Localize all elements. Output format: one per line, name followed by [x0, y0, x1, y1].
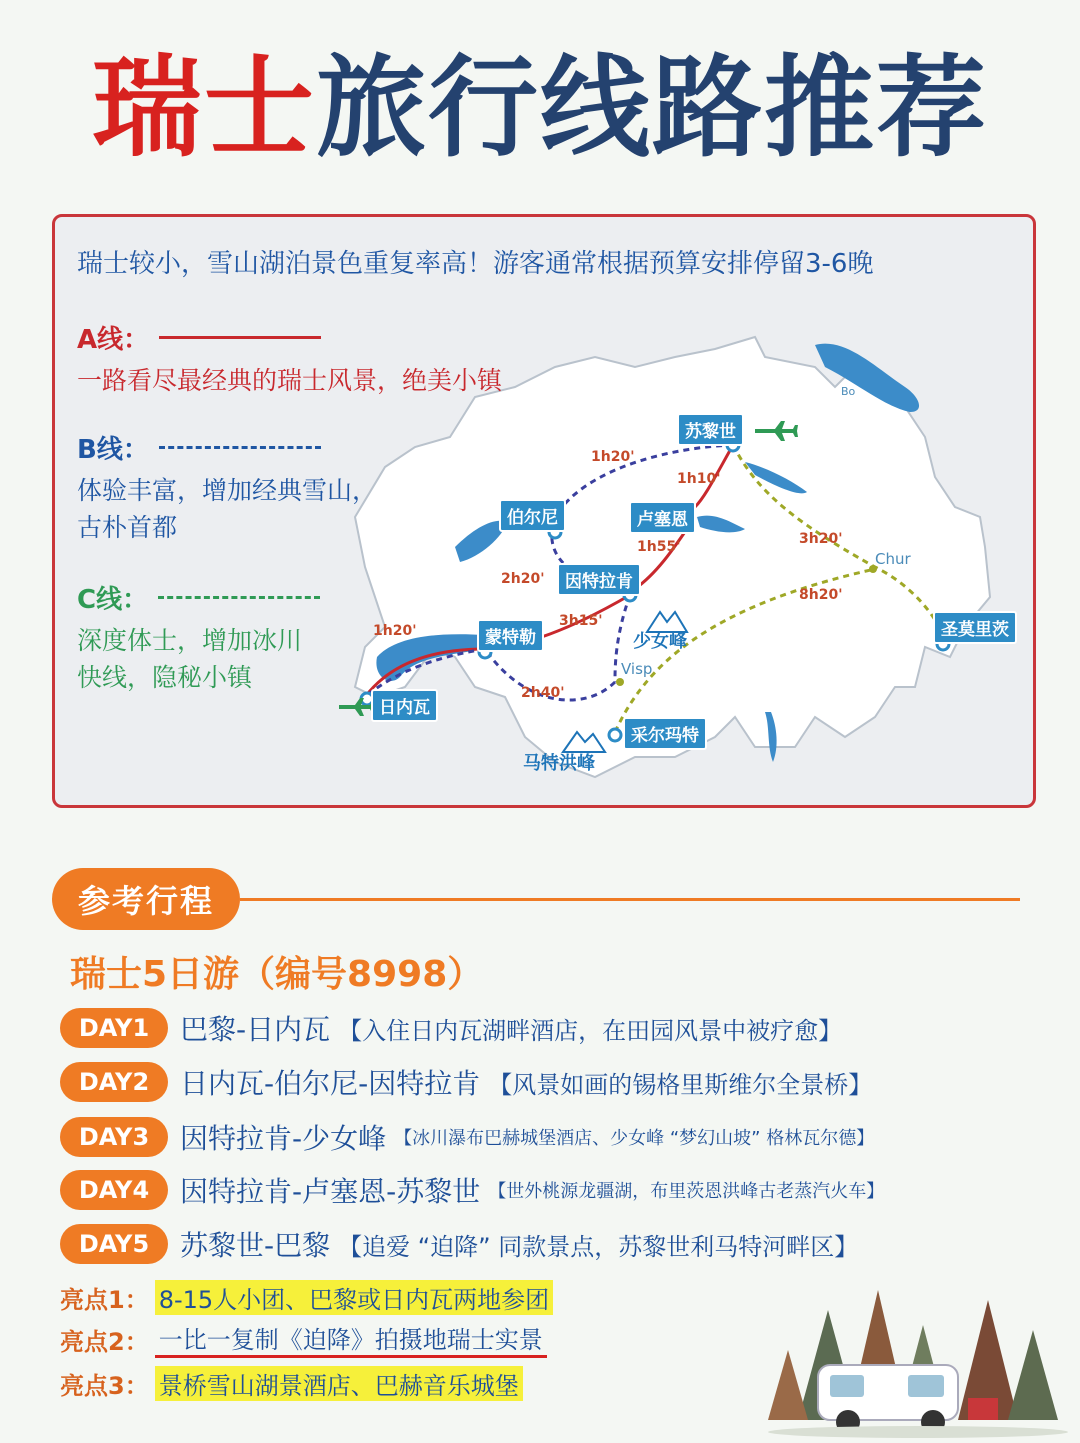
city-zermatt: 采尔玛特 [623, 717, 707, 750]
route-map-panel [52, 214, 1036, 808]
line-a-legend [77, 319, 502, 399]
day-badge: DAY2 [60, 1062, 168, 1102]
map-intro: 瑞士较小，雪山湖泊景色重复率高！游客通常根据预算安排停留3-6晚 [77, 249, 874, 279]
city-stmoritz: 圣莫里茨 [933, 611, 1017, 644]
mountain-label-matterhorn: 马特洪峰 [523, 753, 595, 774]
line-c-swatch [158, 596, 320, 599]
title-part1: 瑞士 [92, 44, 316, 172]
line-b-swatch [159, 446, 321, 449]
time-zermatt-stmoritz: 8h20' [799, 587, 843, 603]
day-route: 日内瓦-伯尔尼-因特拉肯 [180, 1067, 481, 1100]
place-bodensee: Bo [841, 385, 856, 398]
line-c-desc1: 深度体士，增加冰川 [77, 626, 303, 655]
day-row [60, 1006, 842, 1050]
highlight-row [60, 1364, 523, 1402]
day-row [60, 1060, 872, 1104]
highlight-text: 景桥雪山湖景酒店、巴赫音乐城堡 [155, 1366, 523, 1401]
day-row [60, 1168, 884, 1212]
section-divider [240, 898, 1020, 901]
highlight-label: 亮点2： [60, 1327, 149, 1356]
day-route: 巴黎-日内瓦 [180, 1013, 331, 1046]
trip-title: 瑞士5日游（编号8998） [70, 954, 484, 995]
day-note: 【风景如画的锡格里斯维尔全景桥】 [488, 1070, 873, 1099]
highlight-row [60, 1278, 553, 1316]
day-row [60, 1222, 858, 1266]
camper-forest-illustration [758, 1270, 1078, 1440]
line-b-label: B线： [77, 435, 149, 465]
line-c-label: C线： [77, 585, 149, 615]
day-note: 【冰川瀑布巴赫城堡酒店、少女峰 “梦幻山坡” 格林瓦尔德】 [394, 1128, 875, 1149]
day-badge: DAY3 [60, 1117, 168, 1157]
time-zurich-bern: 1h20' [591, 449, 635, 465]
city-zurich: 苏黎世 [677, 413, 744, 446]
line-a-desc: 一路看尽最经典的瑞士风景，绝美小镇 [77, 366, 503, 395]
day-note: 【入住日内瓦湖畔酒店，在田园风景中被疗愈】 [338, 1016, 843, 1045]
day-route: 苏黎世-巴黎 [180, 1229, 331, 1262]
mountain-label-jungfrau: 少女峰 [633, 631, 687, 652]
time-bern-interlaken: 2h20' [501, 571, 545, 587]
day-badge: DAY4 [60, 1170, 168, 1210]
highlight-text: 一比一复制《迫降》拍摄地瑞士实景 [155, 1320, 547, 1358]
zermatt-dot [609, 729, 621, 741]
line-b-desc2: 古朴首都 [77, 513, 178, 542]
city-lucerne: 卢塞恩 [629, 501, 696, 534]
place-chur: Chur [875, 550, 911, 568]
visp-dot [616, 678, 624, 686]
time-interlaken-montreux: 3h15' [559, 613, 603, 629]
section-label: 参考行程 [52, 868, 240, 930]
place-visp: Visp [621, 660, 653, 678]
day-badge: DAY5 [60, 1224, 168, 1264]
line-a-swatch [159, 336, 321, 339]
day-route: 因特拉肯-卢塞恩-苏黎世 [180, 1175, 481, 1208]
city-montreux: 蒙特勒 [477, 619, 544, 652]
day-route: 因特拉肯-少女峰 [180, 1122, 387, 1155]
time-zurich-chur: 3h20' [799, 531, 843, 547]
city-bern: 伯尔尼 [499, 499, 566, 532]
line-b-legend [77, 429, 377, 546]
city-interlaken: 因特拉肯 [557, 563, 641, 596]
day-row [60, 1115, 874, 1159]
line-a-label: A线： [77, 325, 150, 355]
time-montreux-zermatt: 2h40' [521, 685, 565, 701]
title-part2: 旅行线路推荐 [316, 44, 988, 172]
highlight-label: 亮点3： [60, 1371, 149, 1400]
time-montreux-geneva: 1h20' [373, 623, 417, 639]
day-badge: DAY1 [60, 1008, 168, 1048]
city-geneva: 日内瓦 [371, 689, 438, 722]
line-c-desc2: 快线，隐秘小镇 [77, 663, 253, 692]
time-lucerne-interlaken: 1h55' [637, 539, 681, 555]
highlight-row [60, 1320, 547, 1358]
highlight-label: 亮点1： [60, 1285, 149, 1314]
day-note: 【追爱 “迫降” 同款景点，苏黎世利马特河畔区】 [338, 1232, 859, 1261]
page-title [0, 38, 1080, 178]
highlight-text: 8-15人小团、巴黎或日内瓦两地参团 [155, 1280, 553, 1315]
itinerary-header [52, 868, 1020, 930]
line-c-legend [77, 579, 320, 696]
time-zurich-lucerne: 1h10' [677, 471, 721, 487]
day-note: 【世外桃源龙疆湖，布里茨恩洪峰古老蒸汽火车】 [488, 1181, 885, 1202]
line-b-desc1: 体验丰富，增加经典雪山， [77, 476, 378, 505]
